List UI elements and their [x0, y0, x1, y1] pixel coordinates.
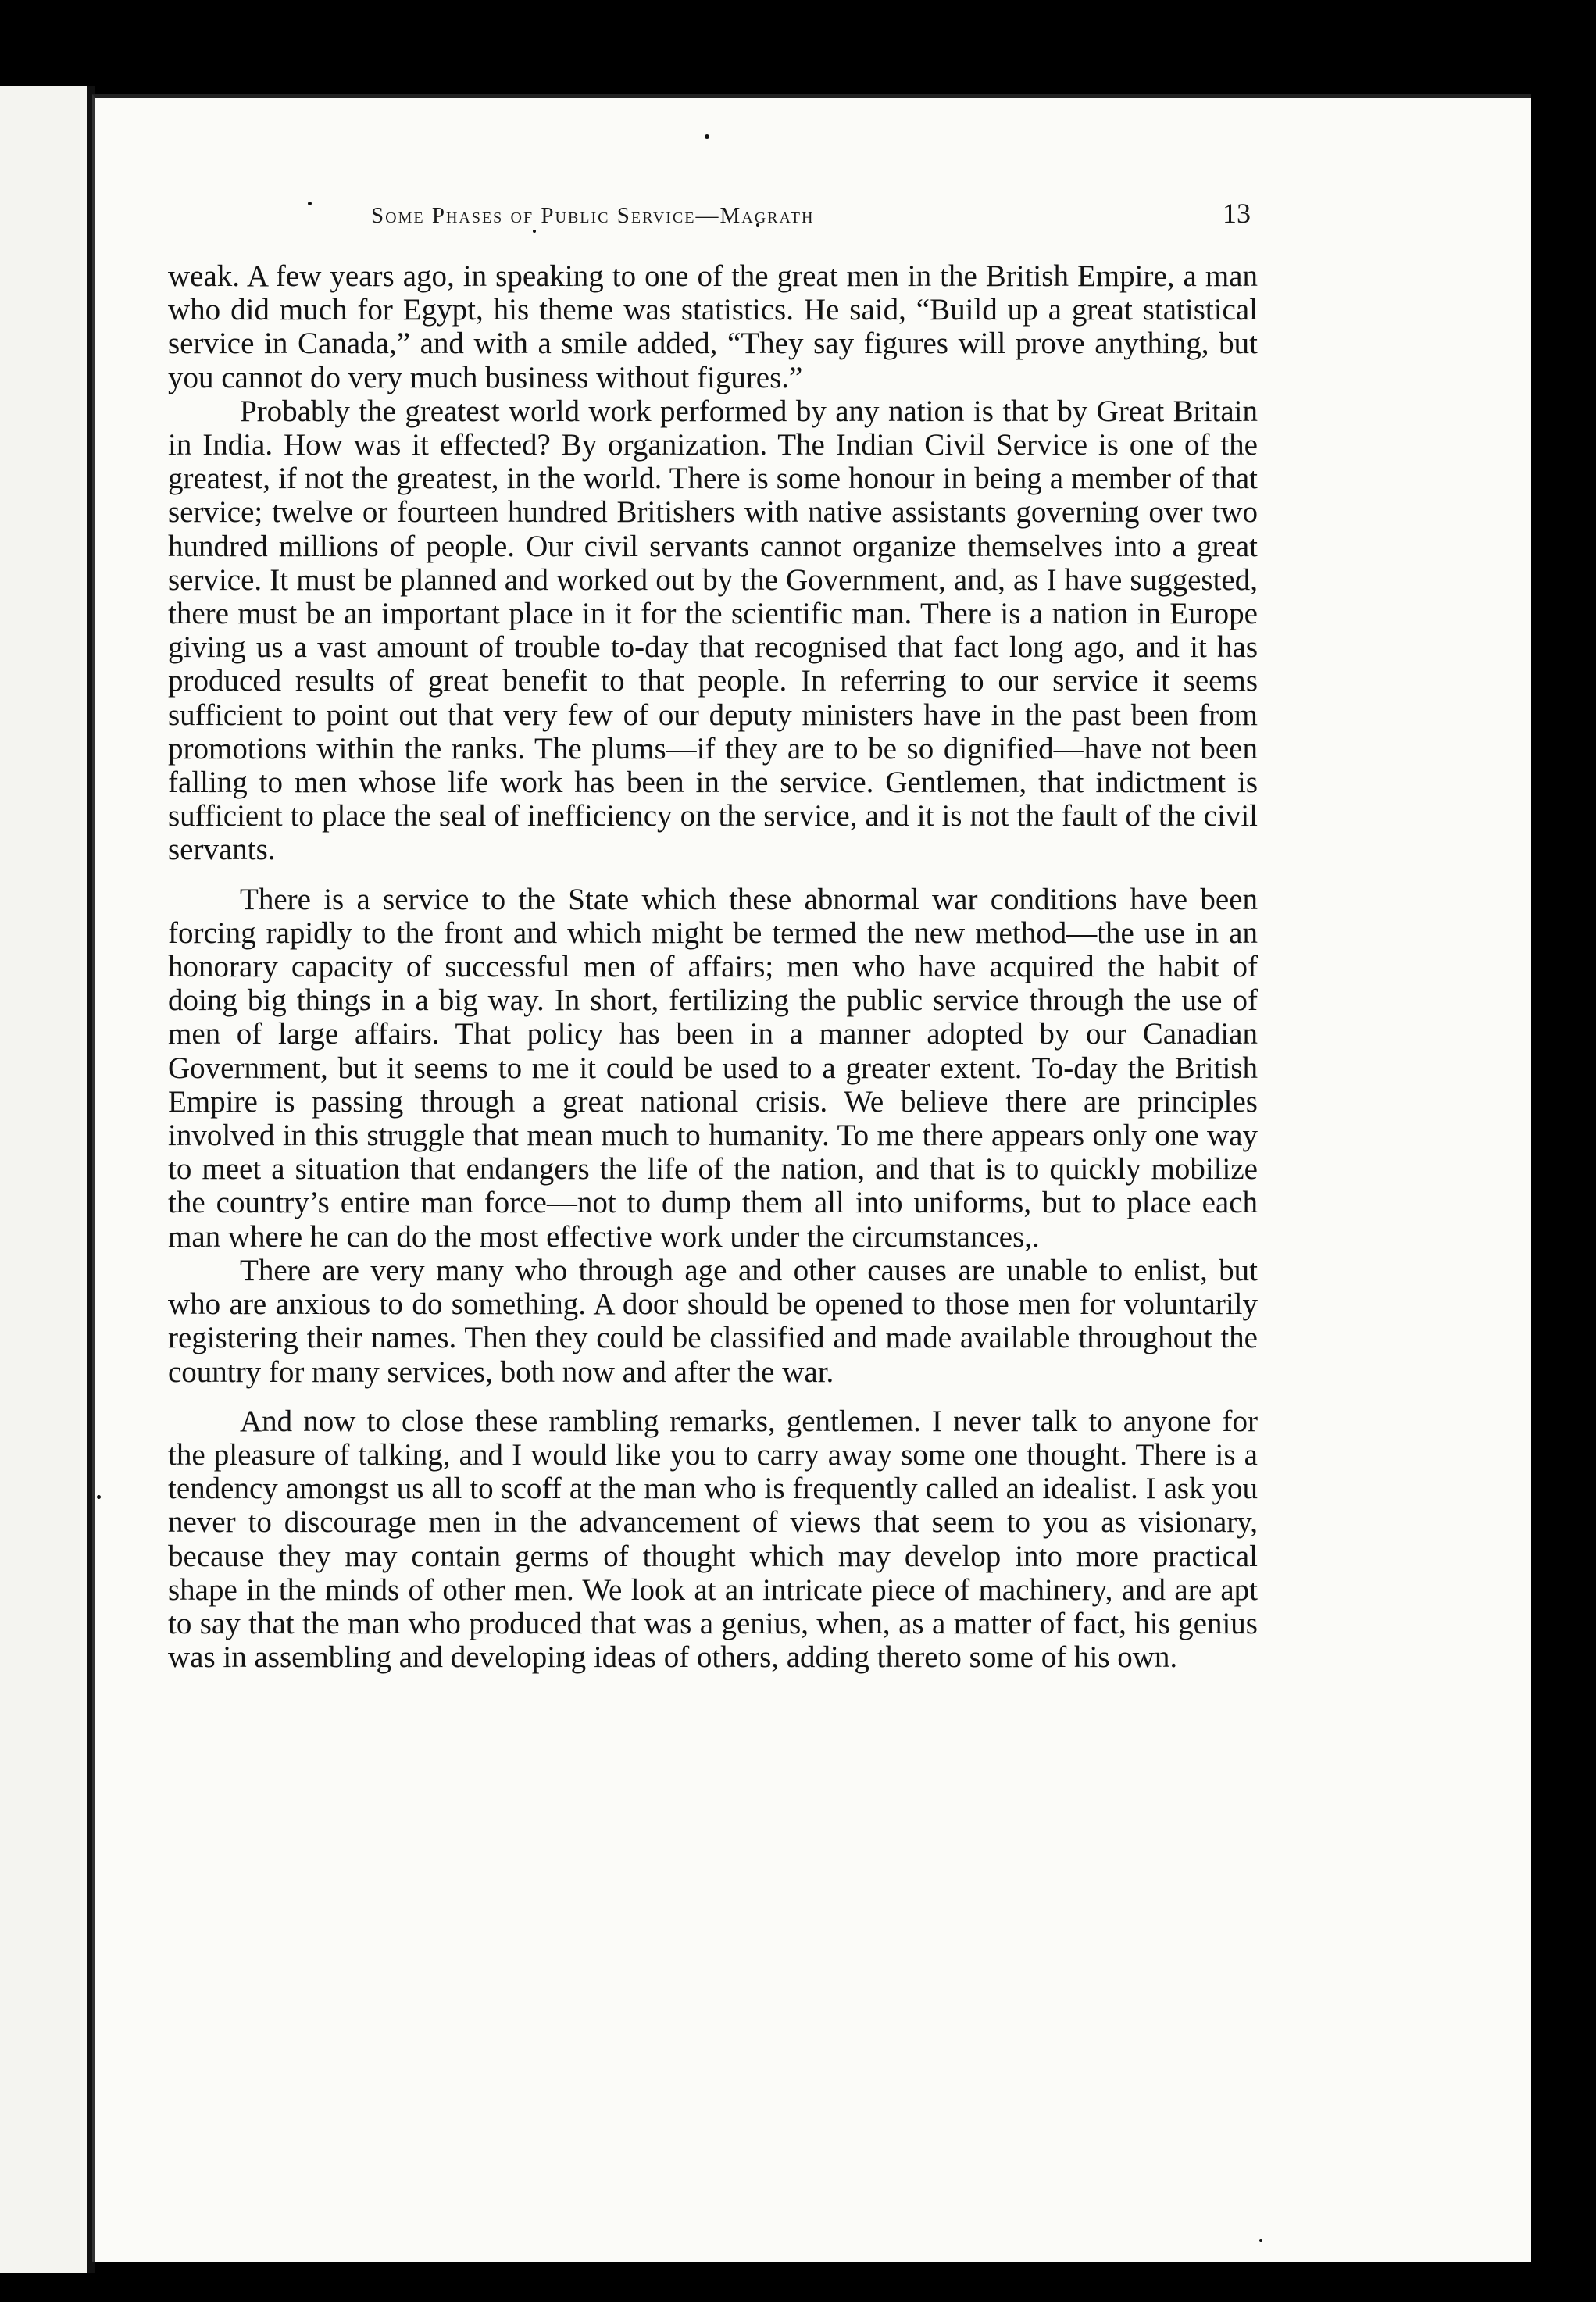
running-head: Some Phases of Public Service—Magrath: [371, 203, 815, 228]
page-number: 13: [1223, 198, 1251, 229]
body-text: [168, 259, 1258, 1674]
paragraph: And now to close these rambling remarks, gentlemen. I never talk to anyone for the pleasure of talking, and I would like you to carry away some one thought. There is a tendency amongst us all to scoff at the man who is frequently called an idealist. I ask you never to discourage men in the advancement of views that seem to you as visionary, because they may contain germs of thought which may develop into more practical shape in the minds of other men. We look at an intricate piece of machinery, and are apt to say that the man who produced that was a genius, when, as a matter of fact, his genius was in assembling and developing ideas of others, adding thereto some of his own.: [168, 1404, 1258, 1675]
print-speck: [1259, 2239, 1262, 2242]
previous-page-edge: [0, 86, 95, 2273]
paragraph: There is a service to the State which these abnormal war conditions have been forcing rapidly to the front and which might be termed the new method—the use in an honorary capacity of successful men of affairs; men who have acquired the habit of doing big things in a big way. In short, fertilizing the public service through the use of men of large affairs. That policy has been in a manner adopted by our Canadian Government, but it seems to me it could be used to a greater extent. To-day the British Empire is passing through a great national crisis. We believe there are principles involved in this struggle that mean much to humanity. To me there appears only one way to meet a situation that endangers the life of the nation, and that is to quickly mobilize the country’s entire man force—not to dump them all into uniforms, but to place each man where he can do the most effective work under the circumstances,.: [168, 882, 1258, 1254]
print-speck: [308, 202, 312, 205]
paragraph: weak. A few years ago, in speaking to one of the great men in the British Empire, a man who did much for Egypt, his theme was statistics. He said, “Build up a great statistical service in Canada,” and with a smile added, “They say figures will prove anything, but you cannot do very much business without figures.”: [168, 259, 1258, 394]
print-speck: [533, 230, 536, 233]
print-speck: [705, 134, 709, 139]
paragraph: There are very many who through age and other causes are unable to enlist, but who are anxious to do something. A door should be opened to those men for voluntarily registering their names. Then they could be classified and made available throughout the country for many services, both now and after the war.: [168, 1253, 1258, 1389]
paragraph: Probably the greatest world work performed by any nation is that by Great Britain in India. How was it effected? By organization. The Indian Civil Service is one of the greatest, if not the greatest, in the world. There is some honour in being a member of that service; twelve or fourteen hundred Britishers with native assistants governing over two hundred millions of people. Our civil servants cannot organize themselves into a great service. It must be planned and worked out by the Government, and, as I have suggested, there must be an important place in it for the scientific man. There is a nation in Europe giving us a vast amount of trouble to-day that recognised that fact long ago, and it has produced results of great benefit to that people. In referring to our service it seems sufficient to point out that very few of our deputy ministers have in the past been from promotions within the ranks. The plums—if they are to be so dignified—have not been falling to men whose life work has been in the service. Gentlemen, that indictment is sufficient to place the seal of inefficiency on the service, and it is not the fault of the civil servants.: [168, 394, 1258, 867]
print-speck: [97, 1495, 101, 1499]
